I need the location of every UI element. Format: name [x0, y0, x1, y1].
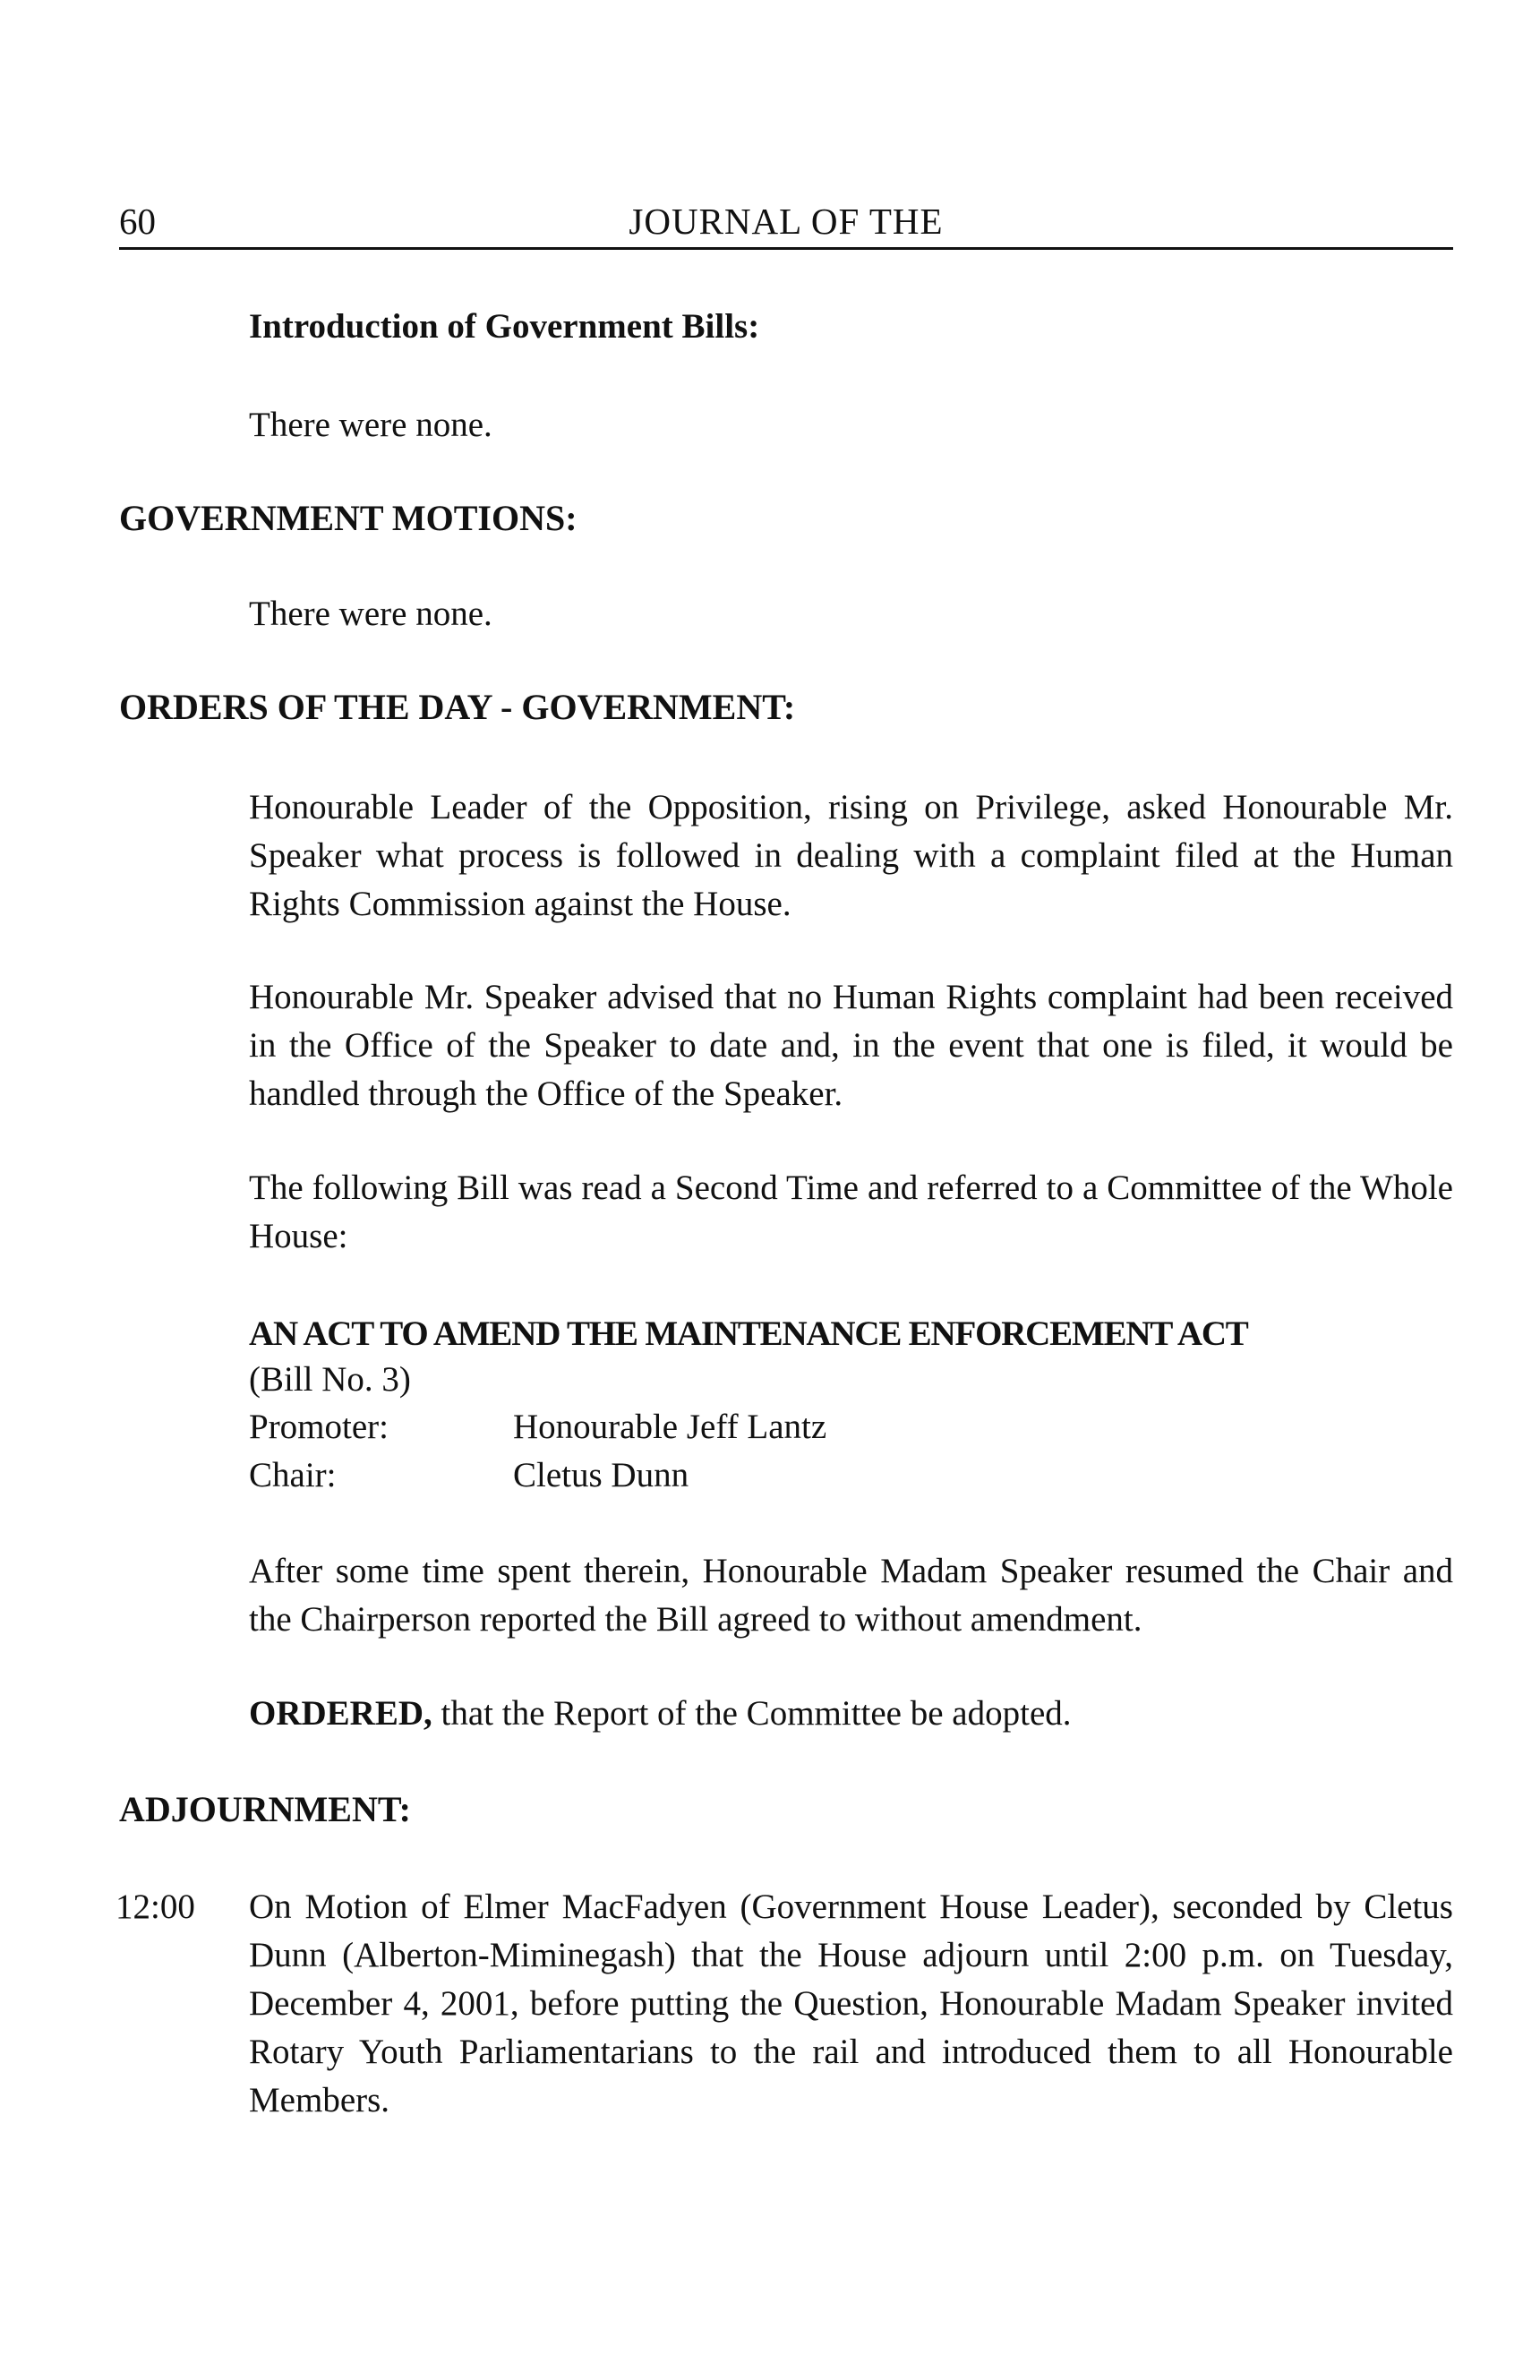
chair-value: Cletus Dunn [513, 1456, 689, 1494]
journal-title: JOURNAL OF THE [629, 201, 944, 242]
bill-title: AN ACT TO AMEND THE MAINTENANCE ENFORCEMENT ACT [249, 1314, 1248, 1353]
chair-label: Chair: [249, 1456, 337, 1494]
orders-paragraph-privilege: Honourable Leader of the Opposition, rising on Privilege, asked Honourable Mr. Speaker what process is followed in dealing with a complaint filed at the Human Rights Commission against the House. [249, 788, 1453, 923]
ordered-paragraph [249, 1690, 1453, 1738]
ordered-keyword: ORDERED, [249, 1694, 432, 1733]
adjournment-time: 12:00 [116, 1888, 195, 1926]
orders-paragraph-second-reading: The following Bill was read a Second Time and referred to a Committee of the Whole House: [249, 1169, 1453, 1255]
page-number: 60 [119, 201, 156, 242]
promoter-label: Promoter: [249, 1408, 389, 1446]
gov-motions-text: There were none. [249, 595, 492, 633]
gov-motions-heading: GOVERNMENT MOTIONS: [119, 498, 578, 538]
orders-of-day-heading: ORDERS OF THE DAY - GOVERNMENT: [119, 687, 796, 727]
ordered-text: that the Report of the Committee be adopted. [432, 1694, 1072, 1733]
adjournment-text: On Motion of Elmer MacFadyen (Government House Leader), seconded by Cletus Dunn (Alberton-Miminegash) that the House adjourn until 2:00 p.m. on Tuesday, December 4, 2001, before putting the Question, Honourable Madam Speaker invited Rotary Youth Parliamentarians to the rail and introduced them to all Honourable Members. [249, 1888, 1453, 2119]
orders-paragraph-speaker-advice: Honourable Mr. Speaker advised that no Human Rights complaint had been received in the Office of the Speaker to date and, in the event that one is filed, it would be handled through the Office of the Speaker. [249, 978, 1453, 1113]
running-header [119, 195, 1453, 250]
promoter-value: Honourable Jeff Lantz [513, 1408, 827, 1446]
intro-bills-heading: Introduction of Government Bills: [249, 307, 760, 346]
committee-report-paragraph: After some time spent therein, Honourable Madam Speaker resumed the Chair and the Chairperson reported the Bill agreed to without amendment. [249, 1552, 1453, 1639]
intro-bills-text: There were none. [249, 406, 492, 444]
bill-number: (Bill No. 3) [249, 1360, 411, 1399]
adjournment-heading: ADJOURNMENT: [119, 1789, 411, 1829]
